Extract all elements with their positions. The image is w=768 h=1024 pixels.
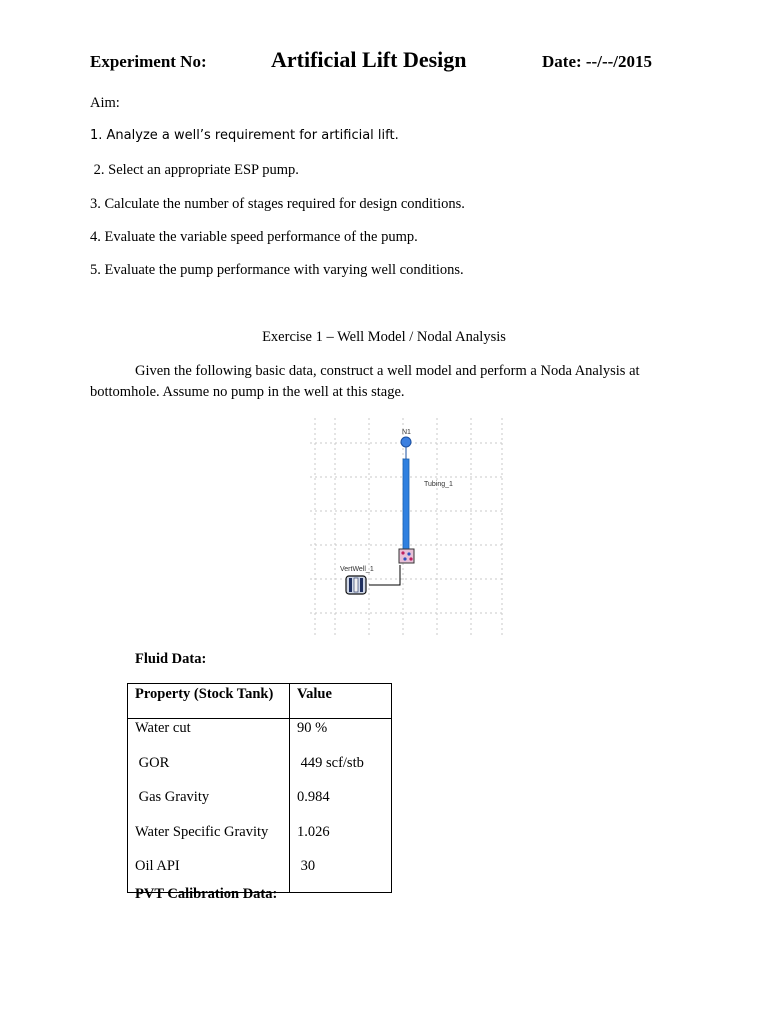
node-n1-icon bbox=[401, 437, 411, 447]
tubing-pipe bbox=[403, 459, 409, 551]
node-n1-label: N1 bbox=[402, 429, 411, 436]
aim-item-2: 2. Select an appropriate ESP pump. bbox=[90, 162, 299, 178]
table-cell-property: Water Specific Gravity bbox=[128, 823, 290, 858]
aim-heading: Aim: bbox=[90, 95, 120, 111]
tubing-label: Tubing_1 bbox=[424, 481, 453, 488]
table-cell-property: Water cut bbox=[128, 719, 290, 754]
table-cell-property: GOR bbox=[128, 754, 290, 789]
date-label: Date: --/--/2015 bbox=[542, 52, 652, 71]
vertical-well-icon bbox=[346, 576, 366, 594]
exercise-title: Exercise 1 – Well Model / Nodal Analysis bbox=[262, 329, 506, 345]
completion-icon bbox=[399, 549, 414, 563]
table-cell-value: 449 scf/stb bbox=[290, 754, 392, 789]
table-cell-value: 1.026 bbox=[290, 823, 392, 858]
table-header-value: Value bbox=[290, 684, 392, 719]
aim-item-5: 5. Evaluate the pump performance with varying well conditions. bbox=[90, 262, 464, 278]
aim-item-3: 3. Calculate the number of stages required for design conditions. bbox=[90, 196, 465, 212]
experiment-number-label: Experiment No: bbox=[90, 52, 207, 71]
pvt-calibration-label: PVT Calibration Data: bbox=[135, 886, 278, 902]
table-cell-value: 90 % bbox=[290, 719, 392, 754]
aim-item-1: 1. Analyze a well’s requirement for artificial lift. bbox=[90, 128, 399, 143]
table-header-property: Property (Stock Tank) bbox=[128, 684, 290, 719]
exercise-description: Given the following basic data, construct a well model and perform a Noda Analysis at bottomhole. Assume no pump in the well at this stage. bbox=[90, 363, 640, 400]
aim-item-4: 4. Evaluate the variable speed performance of the pump. bbox=[90, 229, 418, 245]
fluid-data-table bbox=[127, 683, 392, 893]
table-cell-value: 0.984 bbox=[290, 788, 392, 823]
table-header-row bbox=[128, 684, 392, 719]
table-cell-value: 30 bbox=[290, 857, 392, 892]
table-row bbox=[128, 823, 392, 858]
table-row bbox=[128, 788, 392, 823]
table-cell-property: Gas Gravity bbox=[128, 788, 290, 823]
well-label: VertWell_1 bbox=[340, 566, 374, 573]
table-cell-property: Oil API bbox=[128, 857, 290, 892]
fluid-data-label: Fluid Data: bbox=[135, 651, 207, 667]
page-title: Artificial Lift Design bbox=[271, 47, 467, 72]
table-row bbox=[128, 719, 392, 754]
table-row bbox=[128, 754, 392, 789]
well-model-diagram bbox=[310, 415, 505, 635]
